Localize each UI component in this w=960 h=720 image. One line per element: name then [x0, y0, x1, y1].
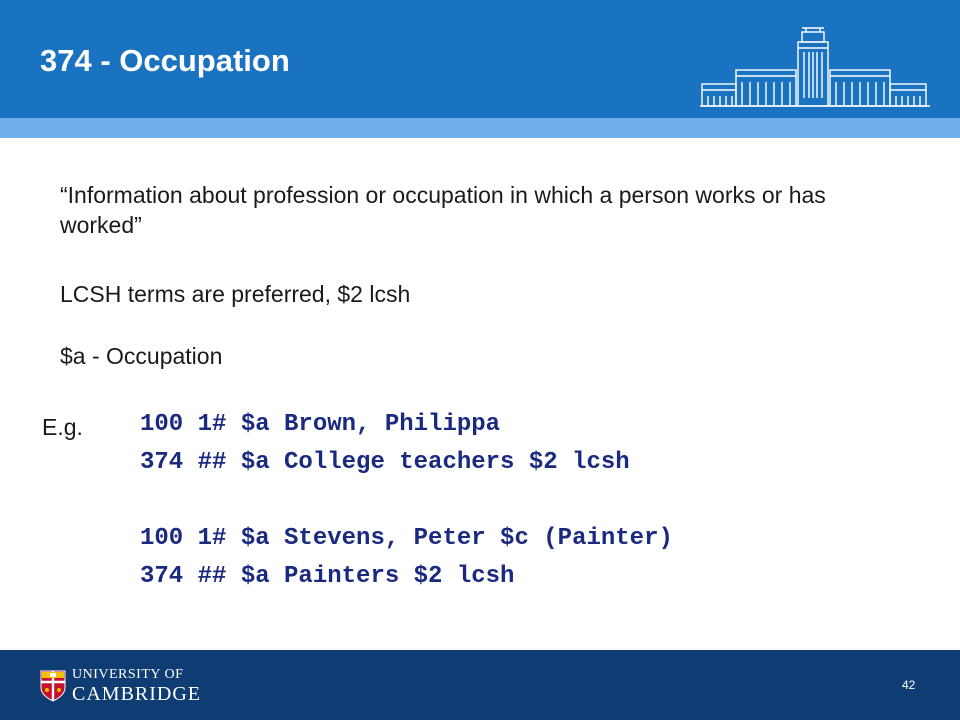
example-label: E.g.	[42, 414, 83, 440]
bullet-subfield-a: $a - Occupation	[60, 343, 223, 369]
example-line: 100 1# $a Stevens, Peter $c (Painter)	[140, 525, 673, 552]
example-line: 374 ## $a College teachers $2 lcsh	[140, 449, 630, 476]
university-crest-icon	[40, 670, 66, 702]
example-line: 100 1# $a Brown, Philippa	[140, 411, 501, 438]
bullet-lcsh: LCSH terms are preferred, $2 lcsh	[60, 281, 411, 307]
university-logo	[72, 668, 201, 704]
slide-title: 374 - Occupation	[40, 43, 290, 78]
page-number: 42	[902, 678, 916, 692]
logo-line-2: CAMBRIDGE	[72, 683, 202, 705]
example-line: 374 ## $a Painters $2 lcsh	[140, 563, 515, 590]
bullet-definition: “Information about profession or occupation in which a person works or has worked”	[60, 182, 826, 238]
logo-line-1: UNIVERSITY OF	[72, 667, 184, 682]
